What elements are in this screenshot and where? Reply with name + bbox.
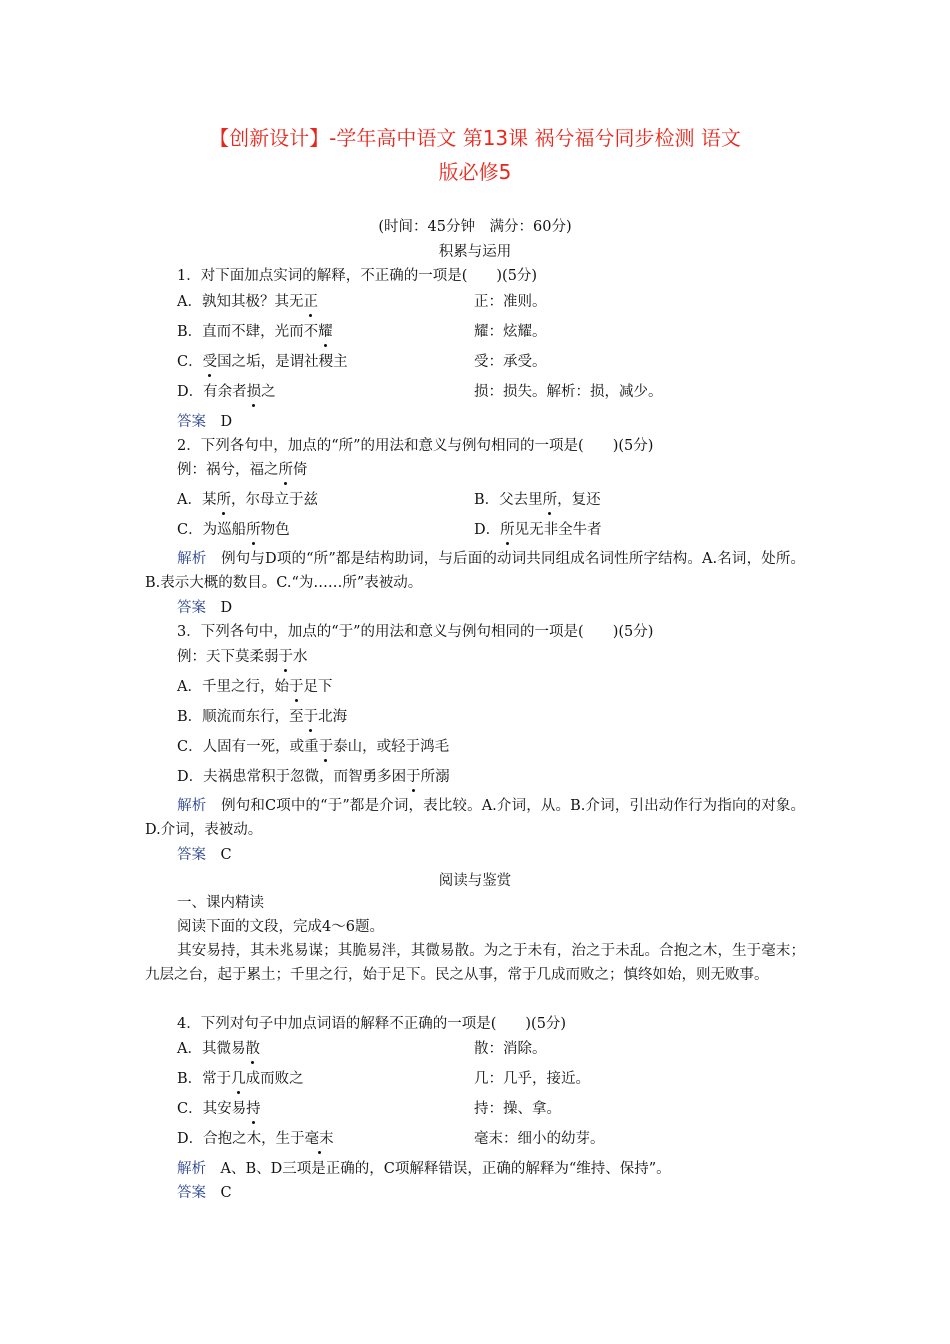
analysis-label: 解析 xyxy=(177,1161,206,1177)
dotted-word: 受 xyxy=(202,354,218,370)
q1-gloss-b: 耀：炫耀。 xyxy=(474,324,547,340)
q3-stem: 3．下列各句中，加点的“于”的用法和意义与例句相同的一项是( )(5分) xyxy=(177,624,654,640)
dotted-word: 损 xyxy=(246,384,262,400)
exam-meta: (时间：45分钟 满分：60分) xyxy=(378,219,572,235)
dotted-word: 于 xyxy=(318,739,334,755)
title-line-2: 版必修5 xyxy=(438,160,512,184)
q4-analysis: 解析 A、B、D三项是正确的，C项解释错误，正确的解释为“维持、保持”。 xyxy=(177,1161,671,1177)
dotted-word: 于 xyxy=(288,679,304,695)
dotted-word: 所 xyxy=(542,492,558,508)
analysis-label: 解析 xyxy=(177,798,207,814)
q4-answer: 答案 C xyxy=(177,1185,232,1201)
q4-option-b: B．常于几成而败之 xyxy=(177,1071,304,1087)
q3-analysis: 解析 例句和C项中的“于”都是介词，表比较。A.介词，从。B.介词，引出动作行为指向的对象。D.介词，表被动。 xyxy=(145,798,806,838)
dotted-word: 于 xyxy=(278,649,293,665)
q3-option-b: B．顺流而东行，至于北海 xyxy=(177,709,348,725)
document-title xyxy=(160,121,790,189)
q2-option-b: B．父去里所，复还 xyxy=(474,492,601,508)
q4-option-a: A．其微易散 xyxy=(177,1041,260,1057)
dotted-word: 几 xyxy=(231,1071,246,1087)
dotted-word: 所 xyxy=(500,522,515,538)
title-line-1: 【创新设计】-学年高中语文 第13课 祸兮福兮同步检测 语文 xyxy=(209,126,741,150)
q2-option-c: C．为巡船所物色 xyxy=(177,522,290,538)
q4-gloss-c: 持：操、拿。 xyxy=(474,1101,561,1117)
q1-gloss-c: 受：承受。 xyxy=(474,354,547,370)
dotted-word: 毫末 xyxy=(304,1131,334,1147)
q4-gloss-d: 毫末：细小的幼芽。 xyxy=(474,1131,605,1147)
section-heading-1: 积累与运用 xyxy=(438,244,512,260)
q3-option-a: A．千里之行，始于足下 xyxy=(177,679,333,695)
part-heading: 一、课内精读 xyxy=(177,895,264,911)
q2-option-a: A．某所，尔母立于兹 xyxy=(177,492,318,508)
q1-option-c: C．受国之垢，是谓社稷主 xyxy=(177,354,348,370)
reading-instruction: 阅读下面的文段，完成4～6题。 xyxy=(177,919,384,935)
q1-answer: 答案 D xyxy=(177,414,233,430)
q4-option-c: C．其安易持 xyxy=(177,1101,261,1117)
dotted-word: 于 xyxy=(303,709,319,725)
dotted-word: 耀 xyxy=(318,324,333,340)
answer-label: 答案 xyxy=(177,1185,206,1201)
q4-stem: 4．下列对句子中加点词语的解释不正确的一项是( )(5分) xyxy=(177,1016,567,1032)
q2-answer: 答案 D xyxy=(177,600,233,616)
dotted-word: 所 xyxy=(246,522,261,538)
dotted-word: 散 xyxy=(245,1041,260,1057)
q4-option-d: D．合抱之木，生于毫末 xyxy=(177,1131,334,1147)
q4-gloss-a: 散：消除。 xyxy=(474,1041,547,1057)
q4-gloss-b: 几：几乎，接近。 xyxy=(474,1071,590,1087)
q1-gloss-a: 正：准则。 xyxy=(474,294,547,310)
q3-option-c: C．人固有一死，或重于泰山，或轻于鸿毛 xyxy=(177,739,450,755)
dotted-word: 正 xyxy=(303,294,318,310)
q2-example: 例：祸兮，福之所倚 xyxy=(177,462,308,478)
answer-label: 答案 xyxy=(177,600,206,616)
analysis-label: 解析 xyxy=(177,551,207,567)
q3-option-d: D．夫祸患常积于忽微，而智勇多困于所溺 xyxy=(177,769,450,785)
answer-label: 答案 xyxy=(177,847,206,863)
dotted-word: 持 xyxy=(246,1101,261,1117)
dotted-word: 所 xyxy=(278,462,293,478)
q1-stem: 1．对下面加点实词的解释，不正确的一项是( )(5分) xyxy=(177,268,538,284)
q2-option-d: D．所见无非全牛者 xyxy=(474,522,602,538)
q1-option-a: A．孰知其极？其无正 xyxy=(177,294,318,310)
q2-stem: 2．下列各句中，加点的“所”的用法和意义与例句相同的一项是( )(5分) xyxy=(177,438,654,454)
dotted-word: 所 xyxy=(216,492,231,508)
q2-analysis: 解析 例句与D项的“所”都是结构助词，与后面的动词共同组成名词性所字结构。A.名词，处所。B.表示大概的数目。C.“为……所”表被动。 xyxy=(145,551,806,591)
q1-gloss-d: 损：损失。解析：损，减少。 xyxy=(474,384,663,400)
q3-example: 例：天下莫柔弱于水 xyxy=(177,649,308,665)
reading-passage: 其安易持，其未兆易谋；其脆易泮，其微易散。为之于未有，治之于未乱。合抱之木，生于毫末；九层之台，起于累土；千里之行，始于足下。民之从事，常于几成而败之；慎终如始，则无败事。 xyxy=(145,943,805,983)
answer-label: 答案 xyxy=(177,414,206,430)
q1-option-b: B．直而不肆，光而不耀 xyxy=(177,324,333,340)
dotted-word: 于 xyxy=(406,769,421,785)
q3-answer: 答案 C xyxy=(177,847,232,863)
section-heading-2: 阅读与鉴赏 xyxy=(438,873,512,889)
q1-option-d: D．有余者损之 xyxy=(177,384,276,400)
